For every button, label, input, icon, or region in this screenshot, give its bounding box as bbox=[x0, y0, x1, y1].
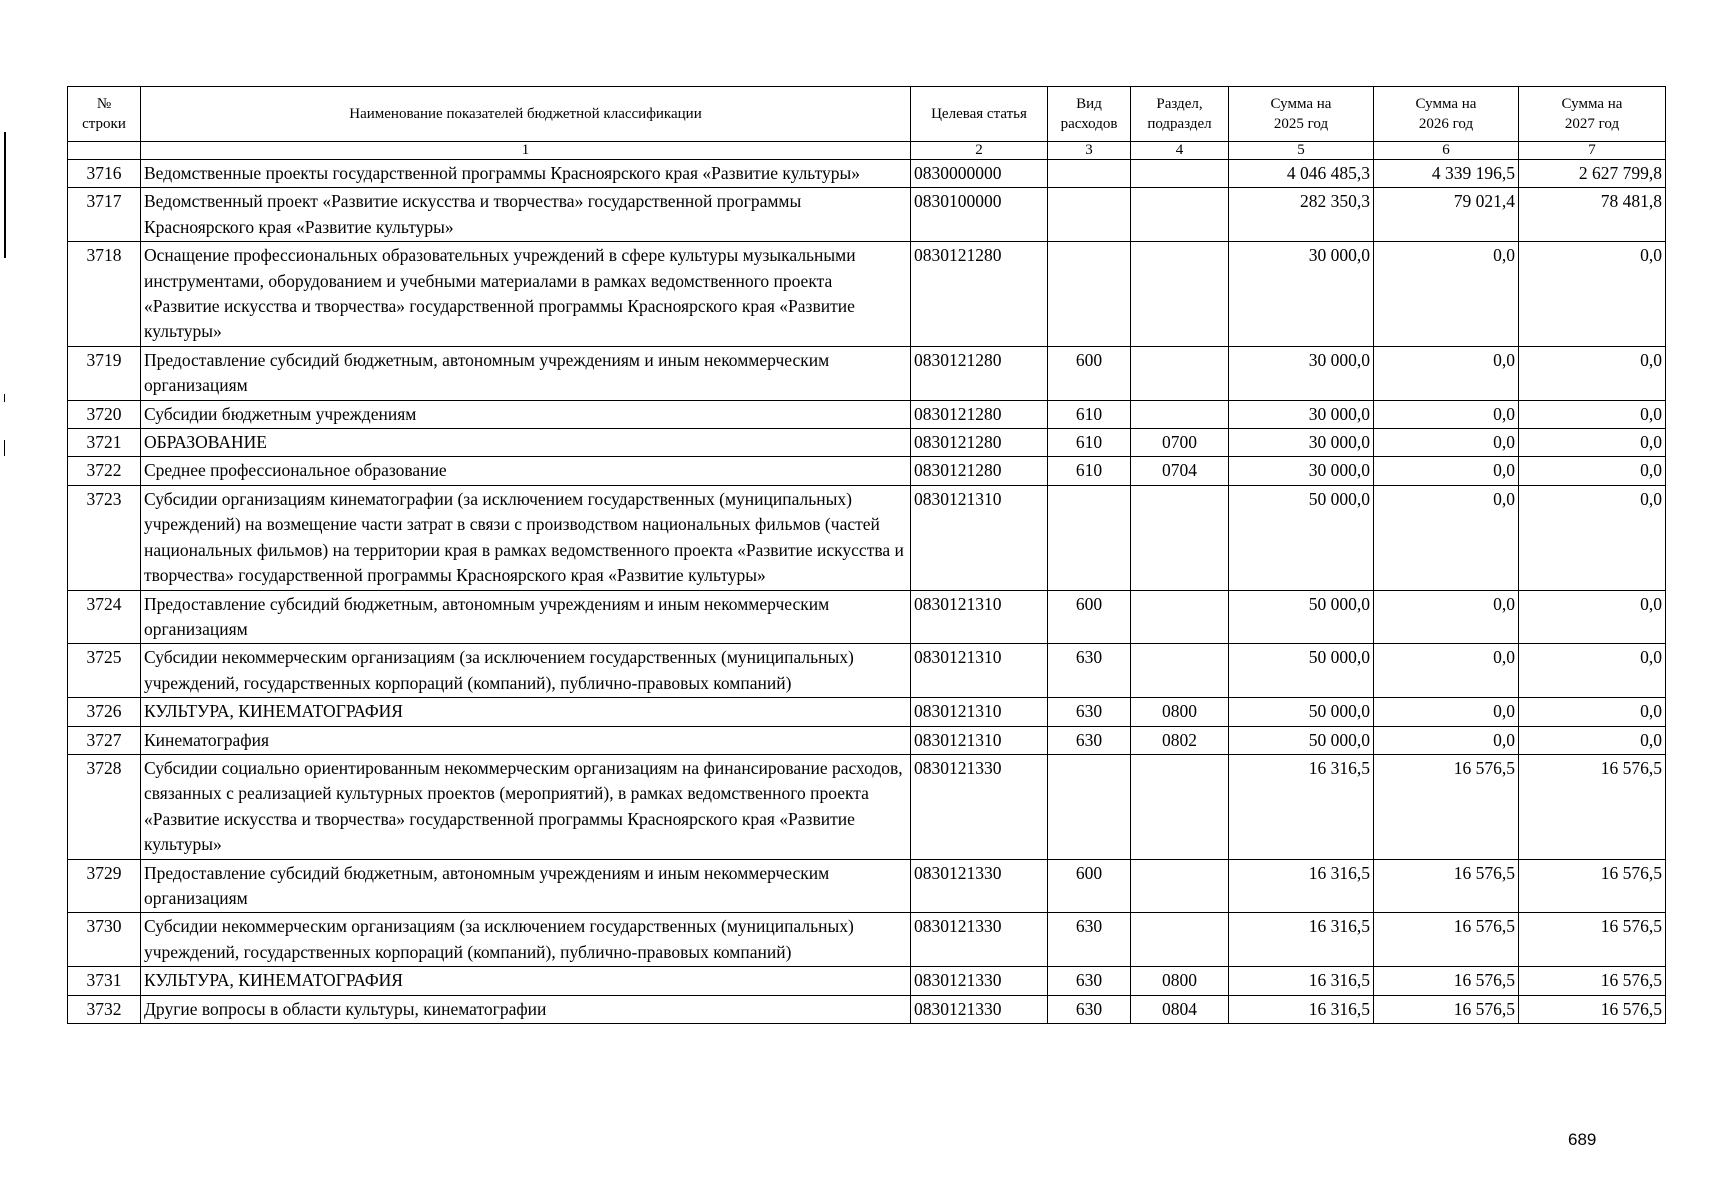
header-sum-2026 bbox=[1374, 87, 1519, 142]
target-article-cell: 0830121330 bbox=[911, 913, 1048, 967]
page-number: 689 bbox=[1568, 1130, 1597, 1149]
row-name-cell: Субсидии некоммерческим организациям (за исключением государственных (муниципальных) учреждений, государственных корпораций (компаний), публично-правовых компаний) bbox=[141, 644, 911, 698]
target-article-cell: 0830121280 bbox=[911, 457, 1048, 485]
expense-type-cell: 600 bbox=[1048, 346, 1131, 400]
header-text: подраздел bbox=[1147, 116, 1212, 132]
target-article-cell: 0830121280 bbox=[911, 400, 1048, 428]
sum-2026-cell: 16 576,5 bbox=[1374, 913, 1519, 967]
expense-type-cell: 600 bbox=[1048, 859, 1131, 913]
sum-2026-cell: 16 576,5 bbox=[1374, 754, 1519, 859]
header-text: Наименование показателей бюджетной классификации bbox=[349, 106, 702, 122]
table-row bbox=[68, 698, 1666, 726]
row-name-cell: Оснащение профессиональных образовательных учреждений в сфере культуры музыкальными инструментами, оборудованием и учебными материалами в рамках ведомственного проекта «Развитие искусства и творчества» государственной программы Красноярского края «Развитие культуры» bbox=[141, 242, 911, 347]
header-text: 2027 год bbox=[1564, 116, 1620, 132]
row-name-cell: Другие вопросы в области культуры, кинематографии bbox=[141, 995, 911, 1023]
expense-type-cell: 610 bbox=[1048, 400, 1131, 428]
expense-type-cell bbox=[1048, 160, 1131, 188]
sum-2025-cell: 30 000,0 bbox=[1229, 429, 1374, 457]
expense-type-cell: 630 bbox=[1048, 698, 1131, 726]
expense-type-cell bbox=[1048, 754, 1131, 859]
sum-2026-cell: 0,0 bbox=[1374, 485, 1519, 590]
row-number-cell: 3721 bbox=[68, 429, 141, 457]
expense-type-cell: 600 bbox=[1048, 590, 1131, 644]
target-article-cell: 0830100000 bbox=[911, 188, 1048, 242]
section-cell: 0700 bbox=[1131, 429, 1229, 457]
section-cell: 0704 bbox=[1131, 457, 1229, 485]
header-text: Сумма на bbox=[1561, 96, 1623, 112]
target-article-cell: 0830121330 bbox=[911, 754, 1048, 859]
row-name-cell: Предоставление субсидий бюджетным, автономным учреждениям и иным некоммерческим организациям bbox=[141, 346, 911, 400]
row-number-cell: 3723 bbox=[68, 485, 141, 590]
section-cell bbox=[1131, 754, 1229, 859]
section-cell bbox=[1131, 400, 1229, 428]
header-text: Вид bbox=[1076, 96, 1102, 112]
sum-2027-cell: 0,0 bbox=[1519, 726, 1666, 754]
row-number-cell: 3718 bbox=[68, 242, 141, 347]
table-row bbox=[68, 913, 1666, 967]
target-article-cell: 0830121310 bbox=[911, 590, 1048, 644]
row-name-cell: КУЛЬТУРА, КИНЕМАТОГРАФИЯ bbox=[141, 967, 911, 995]
sum-2025-cell: 30 000,0 bbox=[1229, 457, 1374, 485]
table-row bbox=[68, 346, 1666, 400]
sum-2026-cell: 79 021,4 bbox=[1374, 188, 1519, 242]
header-text: расходов bbox=[1060, 116, 1118, 132]
row-number-cell: 3717 bbox=[68, 188, 141, 242]
sum-2027-cell: 0,0 bbox=[1519, 457, 1666, 485]
header-target-article bbox=[911, 87, 1048, 142]
column-number: 4 bbox=[1131, 142, 1229, 160]
sum-2025-cell: 30 000,0 bbox=[1229, 346, 1374, 400]
header-text: 2025 год bbox=[1273, 116, 1329, 132]
column-number-row bbox=[68, 142, 1666, 160]
header-text: строки bbox=[82, 116, 126, 132]
sum-2025-cell: 50 000,0 bbox=[1229, 726, 1374, 754]
row-name-cell: Предоставление субсидий бюджетным, автономным учреждениям и иным некоммерческим организациям bbox=[141, 859, 911, 913]
scan-mark bbox=[4, 440, 5, 456]
column-number: 2 bbox=[911, 142, 1048, 160]
row-name-cell: КУЛЬТУРА, КИНЕМАТОГРАФИЯ bbox=[141, 698, 911, 726]
column-number: 6 bbox=[1374, 142, 1519, 160]
sum-2026-cell: 0,0 bbox=[1374, 726, 1519, 754]
row-number-cell: 3732 bbox=[68, 995, 141, 1023]
header-row-number bbox=[68, 87, 141, 142]
target-article-cell: 0830121310 bbox=[911, 698, 1048, 726]
table-row bbox=[68, 400, 1666, 428]
table-row bbox=[68, 754, 1666, 859]
row-name-cell: Субсидии бюджетным учреждениям bbox=[141, 400, 911, 428]
sum-2025-cell: 30 000,0 bbox=[1229, 400, 1374, 428]
table-row bbox=[68, 485, 1666, 590]
sum-2025-cell: 30 000,0 bbox=[1229, 242, 1374, 347]
row-number-cell: 3729 bbox=[68, 859, 141, 913]
sum-2026-cell: 0,0 bbox=[1374, 429, 1519, 457]
header-expense-type bbox=[1048, 87, 1131, 142]
sum-2027-cell: 16 576,5 bbox=[1519, 859, 1666, 913]
row-name-cell: Ведомственный проект «Развитие искусства и творчества» государственной программы Красноярского края «Развитие культуры» bbox=[141, 188, 911, 242]
sum-2025-cell: 282 350,3 bbox=[1229, 188, 1374, 242]
row-number-cell: 3726 bbox=[68, 698, 141, 726]
header-text: Сумма на bbox=[1270, 96, 1332, 112]
target-article-cell: 0830121310 bbox=[911, 644, 1048, 698]
sum-2025-cell: 16 316,5 bbox=[1229, 913, 1374, 967]
table-row bbox=[68, 590, 1666, 644]
target-article-cell: 0830121330 bbox=[911, 995, 1048, 1023]
row-name-cell: Ведомственные проекты государственной программы Красноярского края «Развитие культуры» bbox=[141, 160, 911, 188]
row-number-cell: 3720 bbox=[68, 400, 141, 428]
sum-2026-cell: 16 576,5 bbox=[1374, 995, 1519, 1023]
row-number-cell: 3727 bbox=[68, 726, 141, 754]
sum-2025-cell: 16 316,5 bbox=[1229, 859, 1374, 913]
section-cell bbox=[1131, 485, 1229, 590]
sum-2026-cell: 16 576,5 bbox=[1374, 859, 1519, 913]
target-article-cell: 0830121280 bbox=[911, 346, 1048, 400]
table-row bbox=[68, 967, 1666, 995]
section-cell: 0802 bbox=[1131, 726, 1229, 754]
expense-type-cell: 630 bbox=[1048, 967, 1131, 995]
target-article-cell: 0830121310 bbox=[911, 726, 1048, 754]
section-cell bbox=[1131, 188, 1229, 242]
row-number-cell: 3716 bbox=[68, 160, 141, 188]
section-cell bbox=[1131, 590, 1229, 644]
sum-2027-cell: 2 627 799,8 bbox=[1519, 160, 1666, 188]
expense-type-cell: 630 bbox=[1048, 913, 1131, 967]
sum-2027-cell: 0,0 bbox=[1519, 346, 1666, 400]
expense-type-cell bbox=[1048, 188, 1131, 242]
target-article-cell: 0830121330 bbox=[911, 967, 1048, 995]
target-article-cell: 0830121330 bbox=[911, 859, 1048, 913]
header-text: 2026 год bbox=[1418, 116, 1474, 132]
sum-2027-cell: 0,0 bbox=[1519, 429, 1666, 457]
target-article-cell: 0830121280 bbox=[911, 242, 1048, 347]
row-name-cell: Субсидии некоммерческим организациям (за исключением государственных (муниципальных) учреждений, государственных корпораций (компаний), публично-правовых компаний) bbox=[141, 913, 911, 967]
row-name-cell: ОБРАЗОВАНИЕ bbox=[141, 429, 911, 457]
table-row bbox=[68, 188, 1666, 242]
expense-type-cell: 610 bbox=[1048, 457, 1131, 485]
sum-2026-cell: 0,0 bbox=[1374, 457, 1519, 485]
sum-2026-cell: 0,0 bbox=[1374, 698, 1519, 726]
row-number-cell: 3728 bbox=[68, 754, 141, 859]
row-name-cell: Кинематография bbox=[141, 726, 911, 754]
sum-2026-cell: 0,0 bbox=[1374, 590, 1519, 644]
sum-2027-cell: 16 576,5 bbox=[1519, 967, 1666, 995]
sum-2025-cell: 16 316,5 bbox=[1229, 754, 1374, 859]
header-text: № bbox=[96, 96, 112, 112]
expense-type-cell: 630 bbox=[1048, 644, 1131, 698]
header-text: Раздел, bbox=[1156, 96, 1203, 112]
row-number-cell: 3730 bbox=[68, 913, 141, 967]
expense-type-cell: 630 bbox=[1048, 726, 1131, 754]
table-row bbox=[68, 726, 1666, 754]
header-text: Целевая статья bbox=[931, 106, 1027, 122]
column-number: 3 bbox=[1048, 142, 1131, 160]
row-number-cell: 3722 bbox=[68, 457, 141, 485]
sum-2025-cell: 50 000,0 bbox=[1229, 590, 1374, 644]
table-body bbox=[68, 160, 1666, 1024]
header-sum-2025 bbox=[1229, 87, 1374, 142]
column-number bbox=[68, 142, 141, 160]
sum-2025-cell: 50 000,0 bbox=[1229, 644, 1374, 698]
row-number-cell: 3725 bbox=[68, 644, 141, 698]
row-name-cell: Предоставление субсидий бюджетным, автономным учреждениям и иным некоммерческим организациям bbox=[141, 590, 911, 644]
section-cell: 0804 bbox=[1131, 995, 1229, 1023]
expense-type-cell bbox=[1048, 242, 1131, 347]
target-article-cell: 0830121280 bbox=[911, 429, 1048, 457]
table-row bbox=[68, 859, 1666, 913]
expense-type-cell: 610 bbox=[1048, 429, 1131, 457]
section-cell bbox=[1131, 242, 1229, 347]
sum-2025-cell: 16 316,5 bbox=[1229, 967, 1374, 995]
budget-table bbox=[67, 86, 1666, 1024]
row-name-cell: Субсидии организациям кинематографии (за исключением государственных (муниципальных) учреждений) на возмещение части затрат в связи с производством национальных фильмов (частей национальных фильмов) на территории края в рамках ведомственного проекта «Развитие искусства и творчества» государственной программы Красноярского края «Развитие культуры» bbox=[141, 485, 911, 590]
sum-2027-cell: 0,0 bbox=[1519, 242, 1666, 347]
column-number: 1 bbox=[141, 142, 911, 160]
scan-mark bbox=[4, 132, 6, 258]
section-cell: 0800 bbox=[1131, 698, 1229, 726]
sum-2027-cell: 16 576,5 bbox=[1519, 995, 1666, 1023]
table-row bbox=[68, 242, 1666, 347]
section-cell bbox=[1131, 644, 1229, 698]
sum-2027-cell: 0,0 bbox=[1519, 644, 1666, 698]
header-section bbox=[1131, 87, 1229, 142]
row-name-cell: Субсидии социально ориентированным некоммерческим организациям на финансирование расходов, связанных с реализацией культурных проектов (мероприятий), в рамках ведомственного проекта «Развитие искусства и творчества» государственной программы Красноярского края «Развитие культуры» bbox=[141, 754, 911, 859]
section-cell bbox=[1131, 913, 1229, 967]
section-cell bbox=[1131, 160, 1229, 188]
scan-mark bbox=[4, 394, 5, 402]
section-cell: 0800 bbox=[1131, 967, 1229, 995]
row-number-cell: 3719 bbox=[68, 346, 141, 400]
sum-2027-cell: 0,0 bbox=[1519, 400, 1666, 428]
section-cell bbox=[1131, 346, 1229, 400]
target-article-cell: 0830000000 bbox=[911, 160, 1048, 188]
sum-2025-cell: 4 046 485,3 bbox=[1229, 160, 1374, 188]
sum-2026-cell: 0,0 bbox=[1374, 346, 1519, 400]
sum-2025-cell: 50 000,0 bbox=[1229, 698, 1374, 726]
sum-2026-cell: 4 339 196,5 bbox=[1374, 160, 1519, 188]
sum-2026-cell: 0,0 bbox=[1374, 644, 1519, 698]
table-header bbox=[68, 87, 1666, 160]
column-number: 7 bbox=[1519, 142, 1666, 160]
row-number-cell: 3731 bbox=[68, 967, 141, 995]
sum-2026-cell: 0,0 bbox=[1374, 400, 1519, 428]
row-name-cell: Среднее профессиональное образование bbox=[141, 457, 911, 485]
table-row bbox=[68, 429, 1666, 457]
expense-type-cell: 630 bbox=[1048, 995, 1131, 1023]
header-text: Сумма на bbox=[1415, 96, 1477, 112]
column-number: 5 bbox=[1229, 142, 1374, 160]
sum-2026-cell: 0,0 bbox=[1374, 242, 1519, 347]
sum-2027-cell: 78 481,8 bbox=[1519, 188, 1666, 242]
sum-2027-cell: 0,0 bbox=[1519, 590, 1666, 644]
sum-2027-cell: 16 576,5 bbox=[1519, 913, 1666, 967]
sum-2027-cell: 16 576,5 bbox=[1519, 754, 1666, 859]
target-article-cell: 0830121310 bbox=[911, 485, 1048, 590]
section-cell bbox=[1131, 859, 1229, 913]
sum-2025-cell: 50 000,0 bbox=[1229, 485, 1374, 590]
sum-2027-cell: 0,0 bbox=[1519, 698, 1666, 726]
table-row bbox=[68, 160, 1666, 188]
table-row bbox=[68, 995, 1666, 1023]
sum-2025-cell: 16 316,5 bbox=[1229, 995, 1374, 1023]
sum-2026-cell: 16 576,5 bbox=[1374, 967, 1519, 995]
expense-type-cell bbox=[1048, 485, 1131, 590]
table-row bbox=[68, 644, 1666, 698]
row-number-cell: 3724 bbox=[68, 590, 141, 644]
sum-2027-cell: 0,0 bbox=[1519, 485, 1666, 590]
header-name bbox=[141, 87, 911, 142]
table-row bbox=[68, 457, 1666, 485]
header-sum-2027 bbox=[1519, 87, 1666, 142]
